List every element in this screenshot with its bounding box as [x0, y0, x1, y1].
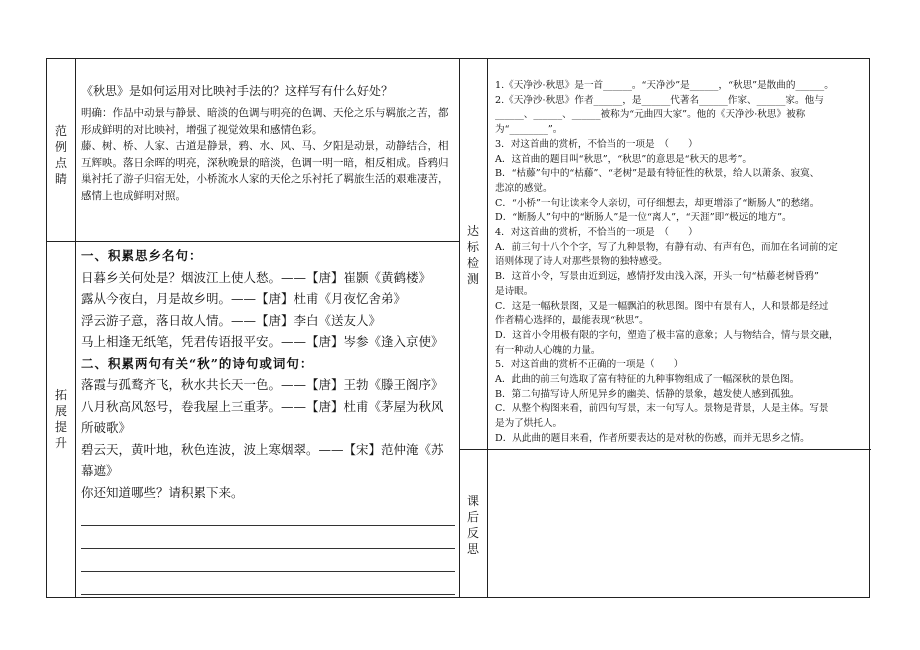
answer-line: 形成鲜明的对比映衬，增强了视觉效果和感情色彩。	[81, 123, 323, 136]
test-line: 2.《天净沙·秋思》作者______，是______代著名______作家、______家。他与	[495, 94, 824, 106]
answer-blank-line[interactable]	[81, 525, 455, 526]
section-label-extend: 拓 展 提 升	[54, 388, 67, 450]
test-line: 有一种动人心魄的力量。	[495, 344, 601, 356]
answer-blank-line[interactable]	[81, 571, 455, 572]
test-line: 5．对这首曲的赏析不正确的一项是（ ）	[495, 359, 684, 371]
test-line: B．第二句描写诗人所见异乡的幽美、恬静的景象，越发使人感到孤独。	[495, 388, 800, 400]
test-line: D．这首小令用极有限的字句，塑造了极丰富的意象；人与物结合，情与景交融，	[495, 329, 839, 341]
answer-line: 藤、树、桥、人家、古道是静景，鸦、水、风、马、夕阳是动景，动静结合，相	[81, 140, 449, 152]
lesson-table	[46, 58, 870, 598]
test-line: D．“断肠人”句中的“断肠人”是一位“离人”，“天涯”即“极远的地方”。	[495, 212, 792, 224]
example-question: 《秋思》是如何运用对比映衬手法的？这样写有什么好处？	[81, 84, 394, 98]
example-answer	[81, 105, 457, 204]
extend-prompt: 你还知道哪些？请积累下来。	[81, 484, 244, 500]
poem-line: 八月秋高风怒号，卷我屋上三重茅。——【唐】杜甫《茅屋为秋风所破歌》	[81, 398, 444, 435]
test-line: 为“________”。	[495, 124, 563, 136]
extend-heading-2: 二、积累两句有关“秋”的诗句或词句：	[81, 355, 314, 371]
answer-line: 感情上也成鲜明对照。	[81, 189, 186, 202]
test-line: C．从整个构图来看，前四句写景，末一句写人。景物是背景，人是主体。写景	[495, 403, 829, 415]
test-line: C．“小桥”一句让读来令人亲切，可仔细想去，却更增添了“断肠人”的愁绪。	[495, 197, 820, 209]
row-divider	[47, 241, 459, 242]
test-line: 作者精心选择的，最能表现“秋思”。	[495, 315, 649, 327]
test-line: B．“枯藤”句中的“枯藤”、“老树”是最有特征性的秋景，给人以萧条、寂寞、	[495, 168, 820, 180]
test-line: B．这首小令，写景由近到远，感情抒发由浅入深，开头一句“枯藤老树昏鸦”	[495, 271, 819, 283]
answer-line: 明确：作品中动景与静景、暗淡的色调与明亮的色调、天伦之乐与羁旅之苦，都	[81, 107, 449, 119]
reflection-area[interactable]	[488, 450, 870, 597]
section-label-reflect: 课 后 反 思	[466, 494, 479, 556]
test-line: ______、______、______被称为“元曲四大家”。他的《天净沙·秋思》被称	[495, 109, 806, 121]
test-line: 是为了烘托人。	[495, 418, 563, 430]
test-line: A．此曲的前三句选取了富有特征的九种事物组成了一幅深秋的景色图。	[495, 374, 800, 386]
test-line: D．从此曲的题目来看，作者所要表达的是对秋的伤感，而并无思乡之情。	[495, 432, 810, 444]
answer-blank-line[interactable]	[81, 594, 455, 595]
test-line: 4．对这首曲的赏析，不恰当的一项是 （ ）	[495, 227, 698, 239]
poem-line: 碧云天，黄叶地，秋色连波，波上寒烟翠。——【宋】范仲淹《苏幕遮》	[81, 441, 444, 478]
test-line: A．前三句十八个个字，写了九种景物，有静有动、有声有色，而加在名词前的定	[495, 241, 838, 253]
section-label-test: 达 标 检 测	[466, 224, 479, 286]
answer-blank-line[interactable]	[81, 548, 455, 549]
test-line: 悲凉的感觉。	[495, 182, 553, 194]
test-line: 语则体现了诗人对那些景物的独特感受。	[495, 256, 668, 268]
poem-line: 露从今夜白，月是故乡明。——【唐】杜甫《月夜忆舍弟》	[81, 291, 407, 306]
test-content	[495, 79, 867, 447]
test-line: A．这首曲的题目叫“秋思”，“秋思”的意思是“秋天的思考”。	[495, 153, 753, 165]
example-content	[81, 83, 457, 204]
poem-line: 马上相逢无纸笔，凭君传语报平安。——【唐】岑参《逢入京使》	[81, 334, 444, 349]
section-label-example: 范 例 点 睛	[54, 124, 67, 186]
extend-content	[81, 245, 455, 595]
answer-line: 巢衬托了游子归宿无处，小桥流水人家的天伦之乐衬托了羁旅生活的艰难凄苦，	[81, 173, 449, 185]
extend-heading-1: 一、积累思乡名句：	[81, 248, 203, 263]
poem-line: 日暮乡关何处是？烟波江上使人愁。——【唐】崔颢《黄鹤楼》	[81, 269, 432, 285]
poem-line: 落霞与孤鹜齐飞，秋水共长天一色。——【唐】王勃《滕王阁序》	[81, 377, 444, 392]
test-line: 是诗眼。	[495, 285, 534, 297]
test-line: C．这是一幅秋景图，又是一幅飘泊的秋思图。图中有景有人，人和景都是经过	[495, 300, 829, 312]
test-line: 1.《天净沙·秋思》是一首______。“天净沙”是______，“秋思”是散曲的______。	[495, 80, 834, 91]
poem-line: 浮云游子意，落日故人情。——【唐】李白《送友人》	[81, 312, 382, 328]
answer-line: 互辉映。落日余晖的明亮，深秋晚景的暗淡，色调一明一暗，相反相成。昏鸦归	[81, 156, 449, 169]
column-divider	[75, 59, 76, 597]
test-line: 3．对这首曲的赏析，不恰当的一项是 （ ）	[495, 138, 698, 150]
